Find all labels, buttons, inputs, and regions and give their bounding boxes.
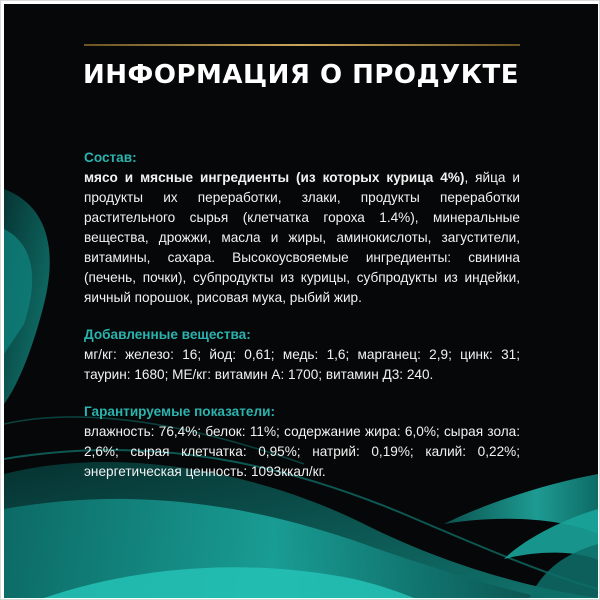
product-info-content (84, 148, 520, 482)
page-title: ИНФОРМАЦИЯ О ПРОДУКТЕ (83, 60, 519, 90)
composition-body: , яйца и продукты их переработки, злаки, продукты переработки растительного сырья (клетчатка гороха 1.4%), минеральные вещества, дрожжи, масла и жиры, аминокислоты, загустители, витамины, сахара. Высокоусвояемые ингредиенты: свинина (печень, почки), субпродукты из курицы, субпродукты из индейки, яичный порошок, рисовая мука, рыбий жир. (84, 170, 520, 305)
guaranteed-text: влажность: 76,4%; белок: 11%; содержание жира: 6,0%; сырая зола: 2,6%; сырая клетчатка: 0,95%; натрий: 0,19%; калий: 0,22%; энергетическая ценность: 1093ккал/кг. (84, 424, 520, 479)
composition-heading: Состав: (84, 150, 137, 165)
product-info-panel (4, 4, 598, 598)
additives-heading: Добавленные вещества: (84, 327, 251, 342)
guaranteed-section (84, 402, 520, 482)
additives-text: мг/кг: железо: 16; йод: 0,61; медь: 1,6; марганец: 2,9; цинк: 31; таурин: 1680; МЕ/кг: витамин А: 1700; витамин Д3: 240. (84, 347, 520, 382)
composition-section (84, 148, 520, 308)
gold-divider (84, 44, 520, 46)
guaranteed-heading: Гарантируемые показатели: (84, 404, 275, 419)
composition-text (84, 168, 520, 308)
composition-bold-lead: мясо и мясные ингредиенты (из которых курица 4%) (84, 170, 465, 185)
additives-section (84, 325, 520, 385)
